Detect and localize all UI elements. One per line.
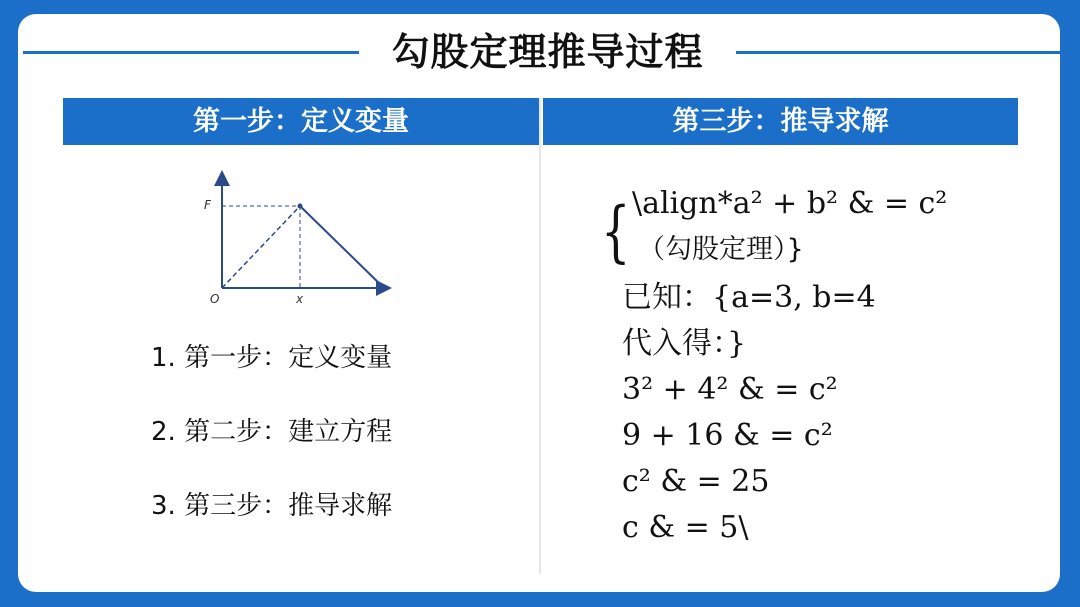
equation-line-1: \align*a² + b² & = c² bbox=[632, 186, 948, 221]
title-rule-right bbox=[736, 51, 1060, 54]
page-title: 勾股定理推导过程 bbox=[391, 30, 704, 74]
column-divider bbox=[539, 98, 541, 574]
left-brace: { bbox=[601, 193, 631, 270]
equation-line-2: （勾股定理）} bbox=[638, 234, 804, 265]
left-column-header: 第一步：定义变量 bbox=[63, 98, 539, 145]
apex-point bbox=[298, 204, 303, 209]
steps-list bbox=[151, 336, 392, 558]
list-item: 2. 第二步：建立方程 bbox=[151, 417, 393, 447]
triangle-diagram bbox=[188, 168, 410, 314]
x-axis-label: x bbox=[296, 292, 304, 306]
equation-line-6: 9 + 16 & = c² bbox=[622, 418, 833, 453]
right-column-header: 第三步：推导求解 bbox=[543, 98, 1018, 145]
hypotenuse-dashed bbox=[222, 206, 300, 288]
list-item: 1. 第一步：定义变量 bbox=[151, 343, 393, 373]
equation-line-3: 已知：{a=3, b=4 bbox=[622, 280, 876, 315]
equation-line-4: 代入得：} bbox=[622, 326, 747, 361]
title-rule-left bbox=[23, 51, 359, 54]
slope-line bbox=[300, 206, 384, 288]
y-axis-label: F bbox=[204, 198, 211, 212]
list-item: 3. 第三步：推导求解 bbox=[151, 491, 393, 521]
equation-line-5: 3² + 4² & = c² bbox=[622, 372, 838, 407]
origin-label: O bbox=[210, 292, 220, 306]
equation-line-7: c² & = 25 bbox=[622, 464, 770, 499]
equation-line-8: c & = 5\ bbox=[622, 510, 749, 545]
slide-card bbox=[18, 14, 1060, 592]
